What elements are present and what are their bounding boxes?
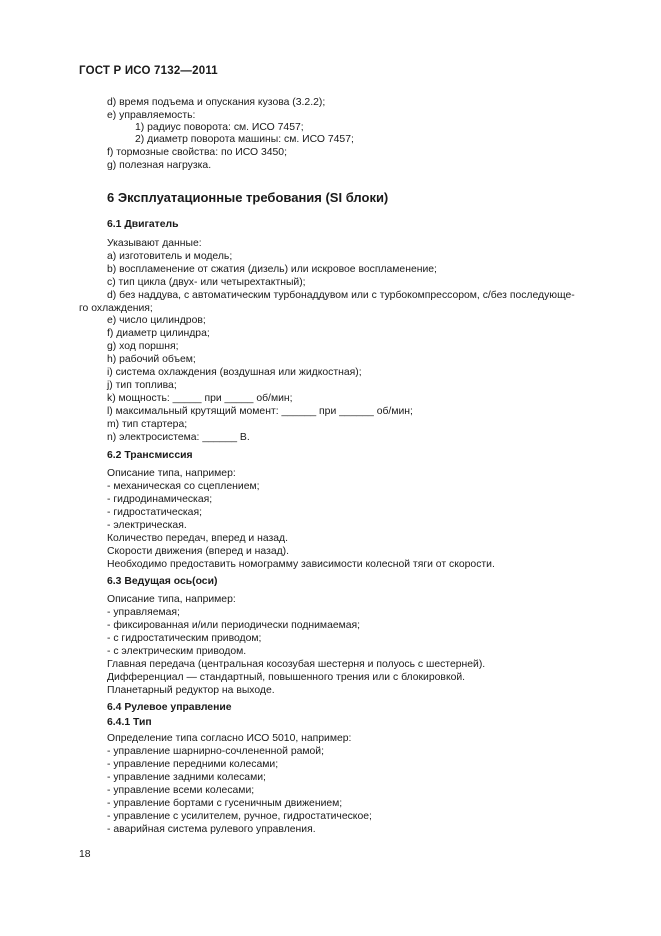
list-item: n) электросистема: ______ В.	[107, 432, 250, 443]
list-item: - фиксированная и/или периодически поднимаемая;	[107, 620, 361, 631]
list-item: - управляемая;	[107, 607, 180, 618]
list-item-continuation: го охлаждения;	[79, 303, 153, 314]
page-number: 18	[79, 849, 91, 860]
section-6-1-title: 6.1 Двигатель	[107, 219, 179, 230]
list-item: 1) радиус поворота: см. ИСО 7457;	[135, 122, 304, 133]
list-item: g) полезная нагрузка.	[107, 160, 212, 171]
list-item: - с гидростатическим приводом;	[107, 633, 262, 644]
paragraph: Описание типа, например:	[107, 594, 236, 605]
section-6-2-title: 6.2 Трансмиссия	[107, 450, 193, 461]
list-item: l) максимальный крутящий момент: ______ при ______ об/мин;	[107, 406, 413, 417]
document-header: ГОСТ Р ИСО 7132—2011	[79, 65, 218, 77]
list-item: - управление шарнирно-сочлененной рамой;	[107, 746, 325, 757]
list-item: а) изготовитель и модель;	[107, 251, 233, 262]
list-item: - гидростатическая;	[107, 507, 202, 518]
list-item: f) диаметр цилиндра;	[107, 328, 210, 339]
list-item: - механическая со сцеплением;	[107, 481, 260, 492]
paragraph: Скорости движения (вперед и назад).	[107, 546, 290, 557]
paragraph: Дифференциал — стандартный, повышенного трения или с блокировкой.	[107, 672, 466, 683]
section-6-title: 6 Эксплуатационные требования (SI блоки)	[107, 190, 389, 205]
list-item: - гидродинамическая;	[107, 494, 213, 505]
list-item: h) рабочий объем;	[107, 354, 196, 365]
list-item: - управление всеми колесами;	[107, 785, 255, 796]
list-item: m) тип стартера;	[107, 419, 188, 430]
list-item: - управление задними колесами;	[107, 772, 266, 783]
paragraph: Указывают данные:	[107, 238, 202, 249]
list-item: e) управляемость:	[107, 110, 196, 121]
paragraph: Необходимо предоставить номограмму зависимости колесной тяги от скорости.	[107, 559, 495, 570]
list-item: - управление передними колесами;	[107, 759, 279, 770]
list-item: 2) диаметр поворота машины: см. ИСО 7457;	[135, 134, 354, 145]
list-item: d) без наддува, с автоматическим турбонаддувом или с турбокомпрессором, с/без последующе-	[107, 290, 575, 301]
list-item: d) время подъема и опускания кузова (3.2.2);	[107, 97, 326, 108]
list-item: j) тип топлива;	[107, 380, 177, 391]
paragraph: Описание типа, например:	[107, 468, 236, 479]
section-6-4-title: 6.4 Рулевое управление	[107, 702, 232, 713]
list-item: - электрическая.	[107, 520, 187, 531]
section-6-3-title: 6.3 Ведущая ось(оси)	[107, 576, 218, 587]
paragraph: Главная передача (центральная косозубая шестерня и полуось с шестерней).	[107, 659, 486, 670]
paragraph: Определение типа согласно ИСО 5010, например:	[107, 733, 352, 744]
list-item: g) ход поршня;	[107, 341, 179, 352]
list-item: k) мощность: _____ при _____ об/мин;	[107, 393, 293, 404]
list-item: - управление с усилителем, ручное, гидростатическое;	[107, 811, 372, 822]
paragraph: Количество передач, вперед и назад.	[107, 533, 289, 544]
section-6-4-1-title: 6.4.1 Тип	[107, 717, 152, 728]
list-item: b) воспламенение от сжатия (дизель) или искровое воспламенение;	[107, 264, 437, 275]
list-item: c) тип цикла (двух- или четырехтактный);	[107, 277, 306, 288]
list-item: - аварийная система рулевого управления.	[107, 824, 316, 835]
list-item: - с электрическим приводом.	[107, 646, 247, 657]
list-item: - управление бортами с гусеничным движением;	[107, 798, 343, 809]
list-item: i) система охлаждения (воздушная или жидкостная);	[107, 367, 362, 378]
list-item: e) число цилиндров;	[107, 315, 206, 326]
list-item: f) тормозные свойства: по ИСО 3450;	[107, 147, 287, 158]
paragraph: Планетарный редуктор на выходе.	[107, 685, 275, 696]
